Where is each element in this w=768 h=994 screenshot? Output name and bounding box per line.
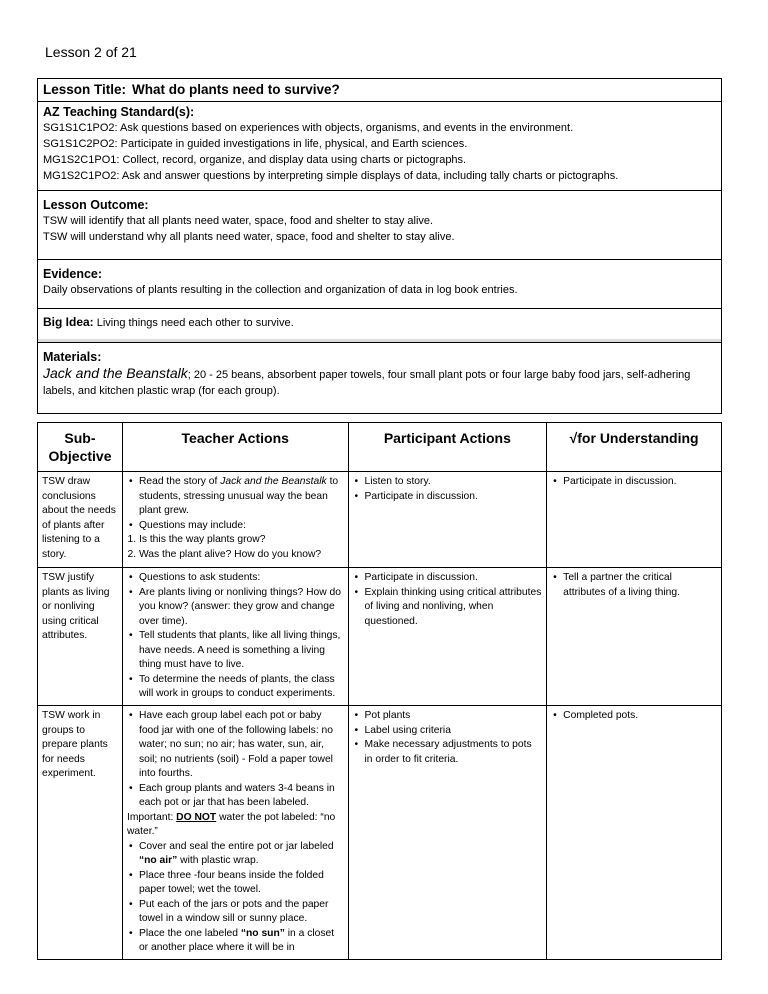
materials-book-title: Jack and the Beanstalk	[43, 365, 188, 381]
participant-actions-cell	[348, 568, 547, 706]
table-row	[38, 472, 722, 568]
check-understanding-cell	[547, 706, 722, 960]
lesson-info-box	[37, 78, 722, 414]
col-header-sub-objective: Sub-Objective	[38, 423, 123, 472]
lesson-title-text: What do plants need to survive?	[132, 82, 340, 97]
list-item: • Place three -four beans inside the folded paper towel; wet the towel.	[139, 869, 344, 898]
materials-text	[43, 365, 716, 399]
list-item: • To determine the needs of plants, the class will work in groups to conduct experiments.	[139, 673, 344, 702]
standard-item: SG1S1C2PO2: Participate in guided investigations in life, physical, and Earth sciences.	[43, 138, 468, 150]
check-understanding-cell	[547, 568, 722, 706]
col-header-check-understanding: √for Understanding	[547, 423, 722, 472]
teacher-actions-cell	[122, 472, 348, 568]
list-item: • Place the one labeled “no sun” in a closet or another place where it will be in	[139, 927, 344, 956]
sub-objective-cell: TSW justify plants as living or nonliving using critical attributes.	[38, 568, 123, 706]
sub-objective-cell: TSW draw conclusions about the needs of plants after listening to a story.	[38, 472, 123, 568]
list-item: • Questions to ask students:	[139, 571, 344, 586]
check-understanding-cell	[547, 472, 722, 568]
standards-heading: AZ Teaching Standard(s):	[43, 105, 195, 119]
list-item: • Put each of the jars or pots and the paper towel in a window sill or sunny place.	[139, 898, 344, 927]
important-note: Important: DO NOT water the pot labeled: “no water.”	[126, 811, 336, 837]
do-not-emphasis: DO NOT	[176, 811, 217, 823]
standards-section	[38, 101, 721, 190]
lesson-title	[38, 79, 721, 101]
table-header-row	[38, 423, 722, 472]
list-item: • Completed pots.	[563, 709, 717, 724]
page-header: Lesson 2 of 21	[45, 44, 137, 60]
teacher-actions-cell	[122, 706, 348, 960]
table-row	[38, 568, 722, 706]
lesson-title-label: Lesson Title:	[43, 82, 127, 97]
materials-heading: Materials:	[43, 350, 102, 364]
list-item: • Tell students that plants, like all living things, have needs. A need is something a living thing must have to live.	[139, 629, 344, 673]
list-item: • Cover and seal the entire pot or jar labeled “no air” with plastic wrap.	[139, 840, 344, 869]
table-row	[38, 706, 722, 960]
lesson-plan-table	[37, 422, 722, 960]
question-item: 2. Was the plant alive? How do you know?	[139, 548, 344, 563]
list-item: • Make necessary adjustments to pots in order to fit criteria.	[365, 738, 543, 767]
list-item: • Participate in discussion.	[365, 571, 543, 586]
list-item: • Pot plants	[365, 709, 543, 724]
evidence-heading: Evidence:	[43, 267, 103, 281]
materials-list: ; 20 - 25 beans, absorbent paper towels, four small plant pots or four large baby food jars, self-adhering labels, and kitchen plastic wrap (for each group).	[43, 369, 691, 397]
outcome-section	[38, 190, 721, 259]
list-item: • Explain thinking using critical attributes of living and nonliving, when questioned.	[365, 586, 543, 630]
list-item: • Participate in discussion.	[365, 490, 543, 505]
standard-item: MG1S2C1PO1: Collect, record, organize, and display data using charts or pictographs.	[43, 154, 467, 166]
sub-objective-cell: TSW work in groups to prepare plants for needs experiment.	[38, 706, 123, 960]
book-title: Jack and the Beanstalk	[220, 476, 327, 487]
evidence-text: Daily observations of plants resulting in the collection and organization of data in log book entries.	[43, 284, 518, 296]
outcome-heading: Lesson Outcome:	[43, 198, 149, 212]
evidence-section	[38, 259, 721, 308]
list-item: • Tell a partner the critical attributes of a living thing.	[563, 571, 717, 600]
col-header-participant-actions: Participant Actions	[348, 423, 547, 472]
participant-actions-cell	[348, 472, 547, 568]
standard-item: MG1S2C1PO2: Ask and answer questions by interpreting simple displays of data, including tally charts or pictographs.	[43, 170, 619, 182]
question-item: 1. Is this the way plants grow?	[139, 533, 344, 548]
list-item: • Are plants living or nonliving things? How do you know? (answer: they grow and change over time).	[139, 586, 344, 630]
list-item: • Have each group label each pot or baby food jar with one of the following labels: no water; no sun; no air; has water, sun, air, soil; no nutrients (soil) - Fold a paper towel into fourths.	[139, 709, 344, 782]
teacher-actions-cell	[122, 568, 348, 706]
list-item: • Participate in discussion.	[563, 475, 717, 490]
outcome-item: TSW will identify that all plants need water, space, food and shelter to stay alive.	[43, 215, 434, 227]
list-item: • Read the story of Jack and the Beanstalk to students, stressing unusual way the bean plant grew.	[139, 475, 344, 519]
outcome-item: TSW will understand why all plants need water, space, food and shelter to stay alive.	[43, 231, 455, 243]
list-item: • Listen to story.	[365, 475, 543, 490]
big-idea-text: Living things need each other to survive.	[96, 317, 294, 329]
standard-item: SG1S1C1PO2: Ask questions based on experiences with objects, organisms, and events in the environment.	[43, 122, 574, 134]
list-item: • Label using criteria	[365, 724, 543, 739]
big-idea-heading: Big Idea:	[43, 315, 94, 329]
big-idea-section	[38, 308, 721, 342]
participant-actions-cell	[348, 706, 547, 960]
list-item: • Each group plants and waters 3-4 beans in each pot or jar that has been labeled.	[139, 782, 344, 811]
materials-section	[38, 342, 721, 413]
list-item: • Questions may include:	[139, 519, 344, 534]
col-header-teacher-actions: Teacher Actions	[122, 423, 348, 472]
